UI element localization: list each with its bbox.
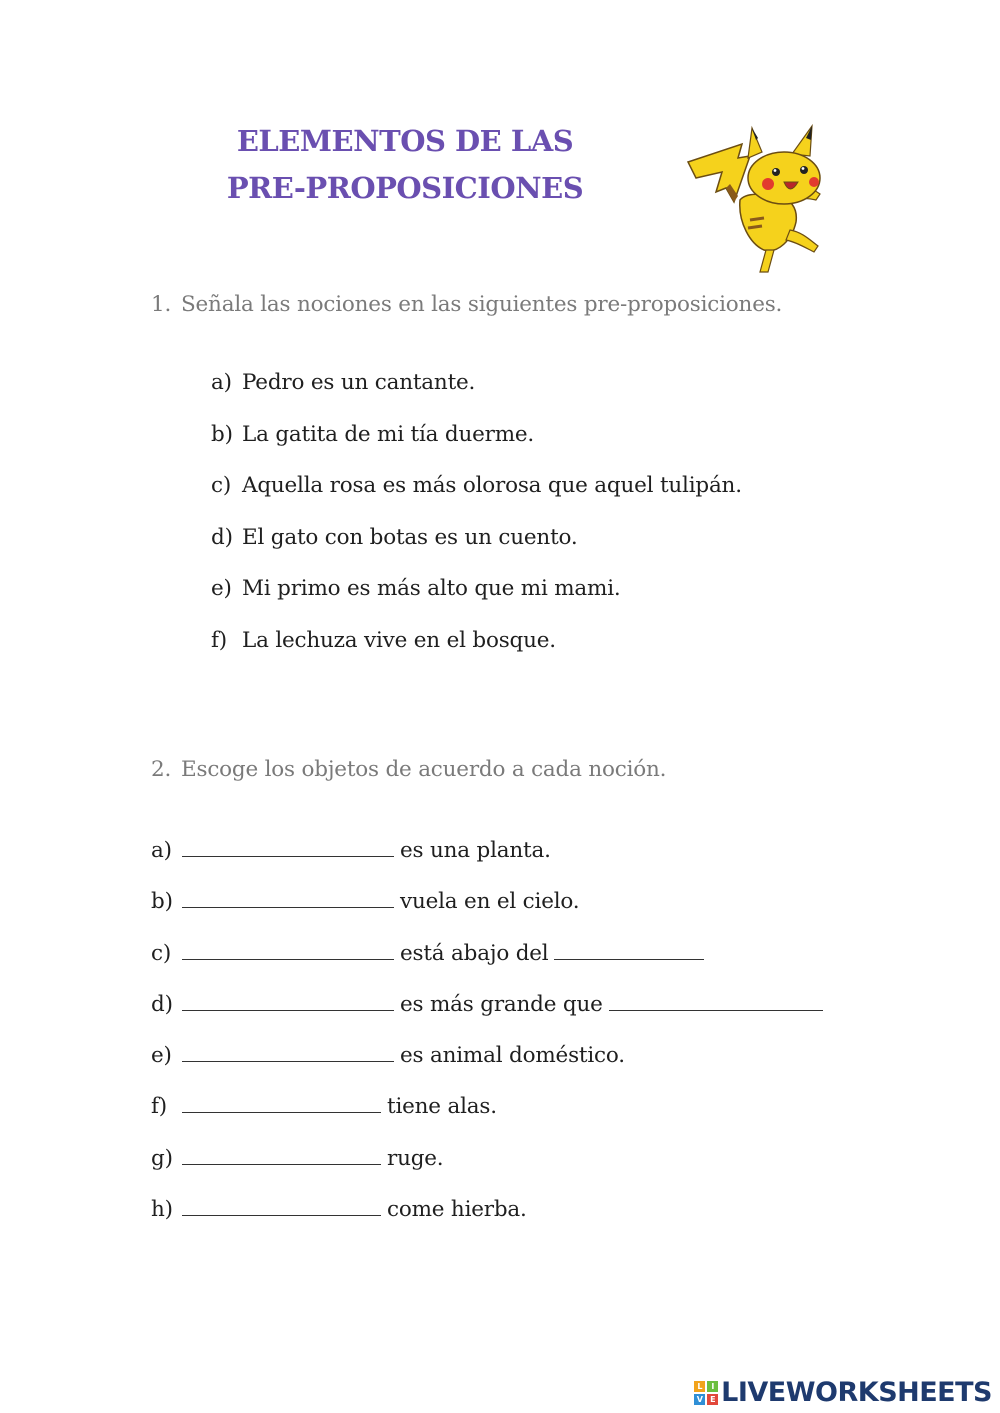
list-item	[211, 525, 742, 577]
list-item	[151, 887, 829, 938]
question-2-heading	[151, 757, 666, 782]
item-text: vuela en el cielo.	[400, 889, 580, 915]
logo-tile: L	[694, 1381, 705, 1392]
answer-blank[interactable]	[182, 939, 394, 960]
item-label: d)	[151, 991, 173, 1017]
list-item	[151, 836, 829, 887]
answer-blank[interactable]	[182, 1092, 381, 1113]
title-line-1: ELEMENTOS DE LAS	[236, 124, 574, 158]
item-label: e)	[151, 1043, 172, 1069]
logo-tile: E	[707, 1394, 718, 1405]
answer-blank[interactable]	[182, 1041, 394, 1062]
item-text: El gato con botas es un cuento.	[242, 524, 578, 550]
item-text: es más grande que	[400, 991, 603, 1017]
question-2-number: 2.	[151, 757, 172, 782]
question-1-number: 1.	[151, 292, 172, 317]
logo-tile: V	[694, 1394, 705, 1405]
list-item	[211, 422, 742, 474]
list-item	[211, 628, 742, 680]
item-text: ruge.	[387, 1145, 444, 1171]
pikachu-head	[748, 126, 820, 204]
title-line-2: PRE-PROPOSICIONES	[226, 171, 584, 205]
question-1-heading	[151, 292, 782, 317]
list-item	[151, 1041, 829, 1092]
question-2-text: Escoge los objetos de acuerdo a cada noción.	[181, 757, 667, 782]
answer-blank-second[interactable]	[554, 939, 704, 960]
item-label: f)	[151, 1094, 167, 1120]
item-label: b)	[151, 889, 173, 915]
item-text: come hierba.	[387, 1197, 527, 1223]
liveworksheets-brand[interactable]	[694, 1377, 992, 1408]
item-label: e)	[211, 576, 232, 602]
pikachu-illustration	[680, 122, 840, 277]
list-item	[211, 370, 742, 422]
list-item	[211, 576, 742, 628]
pikachu-tail	[688, 144, 750, 202]
list-item	[151, 939, 829, 990]
item-label: a)	[211, 370, 232, 395]
worksheet-title	[200, 118, 610, 212]
list-item	[151, 990, 829, 1041]
question-1-list	[211, 370, 742, 680]
brand-name: LIVEWORKSHEETS	[721, 1377, 992, 1408]
item-label: g)	[151, 1145, 173, 1171]
item-text: La lechuza vive en el bosque.	[242, 627, 556, 653]
answer-blank[interactable]	[182, 1195, 381, 1216]
list-item	[211, 473, 742, 525]
item-text: es una planta.	[400, 838, 551, 863]
item-text: Mi primo es más alto que mi mami.	[242, 576, 621, 602]
list-item	[151, 1092, 829, 1143]
item-text: La gatita de mi tía duerme.	[242, 421, 535, 447]
answer-blank-second[interactable]	[609, 990, 823, 1011]
item-text: es animal doméstico.	[400, 1043, 625, 1069]
item-text: Aquella rosa es más olorosa que aquel tulipán.	[242, 473, 742, 499]
answer-blank[interactable]	[182, 836, 394, 857]
item-label: f)	[211, 627, 227, 653]
item-text: Pedro es un cantante.	[242, 370, 476, 395]
item-label: d)	[211, 524, 233, 550]
logo-tile: I	[707, 1381, 718, 1392]
list-item	[151, 1144, 829, 1195]
list-item	[151, 1195, 829, 1246]
item-label: c)	[211, 473, 232, 499]
item-label: a)	[151, 838, 172, 863]
answer-blank[interactable]	[182, 990, 394, 1011]
item-text: tiene alas.	[387, 1094, 497, 1120]
question-1-text: Señala las nociones en las siguientes pre-proposiciones.	[181, 292, 783, 317]
item-label: c)	[151, 940, 172, 966]
answer-blank[interactable]	[182, 1144, 381, 1165]
answer-blank[interactable]	[182, 887, 394, 908]
item-label: b)	[211, 421, 233, 447]
item-text: está abajo del	[400, 940, 549, 966]
item-label: h)	[151, 1197, 173, 1223]
liveworksheets-logo-icon	[694, 1381, 718, 1405]
question-2-list	[151, 836, 829, 1246]
